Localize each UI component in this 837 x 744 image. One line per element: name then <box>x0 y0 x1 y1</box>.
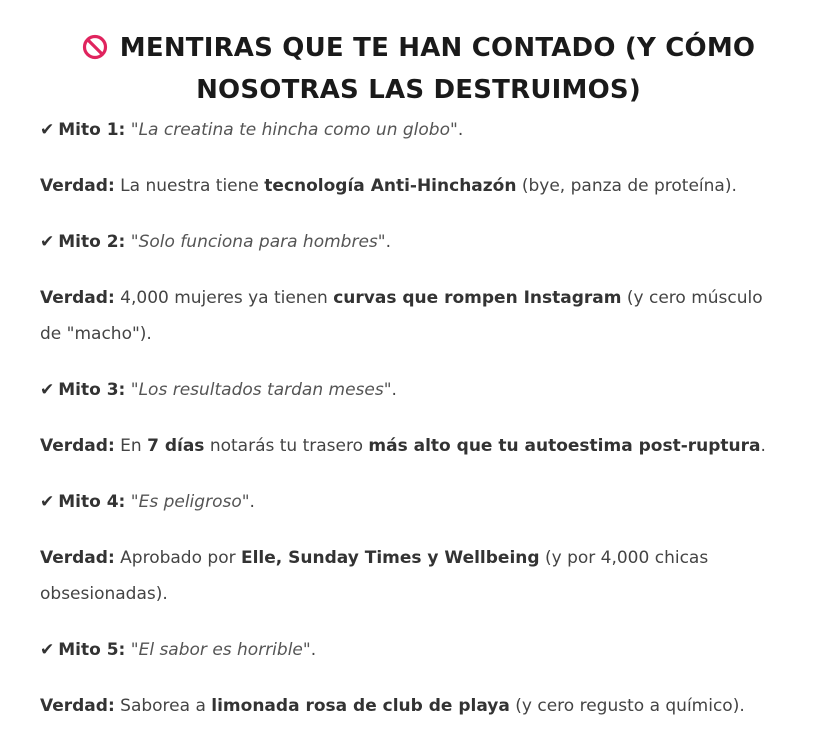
myth-line <box>40 484 780 520</box>
myth-line <box>40 224 780 260</box>
truth-label: Verdad: <box>40 548 115 568</box>
truth-highlight: 7 días <box>147 436 205 456</box>
myth-quote-end: . <box>385 232 391 252</box>
truth-text: 4,000 mujeres ya tienen <box>120 288 334 308</box>
truth-label: Verdad: <box>40 696 115 716</box>
myth-label: Mito 5: <box>58 640 126 660</box>
truth-text: . <box>760 436 766 456</box>
page-title <box>0 27 837 111</box>
myth-quote-end: . <box>391 380 397 400</box>
myth-quote: "Solo funciona para hombres" <box>130 232 386 252</box>
check-mark-icon: ✔ <box>40 120 55 140</box>
check-mark-icon: ✔ <box>40 492 55 512</box>
check-mark-icon: ✔ <box>40 232 55 252</box>
truth-text: Aprobado por <box>120 548 241 568</box>
myth-quote-end: . <box>457 120 464 140</box>
truth-highlight: curvas que rompen Instagram <box>333 288 622 308</box>
truth-line <box>40 168 780 204</box>
truth-label: Verdad: <box>40 176 115 196</box>
truth-text: (y cero regusto a químico). <box>509 696 745 716</box>
myths-list <box>40 112 780 744</box>
myth-quote: "El sabor es horrible" <box>130 640 311 660</box>
myth-label: Mito 3: <box>58 380 126 400</box>
title-text-2: NOSOTRAS LAS DESTRUIMOS) <box>196 75 641 106</box>
check-mark-icon: ✔ <box>40 380 55 400</box>
title-line-1 <box>82 33 755 63</box>
truth-text: Saborea a <box>120 696 212 716</box>
truth-line <box>40 540 780 612</box>
truth-highlight: tecnología Anti-Hinchazón <box>264 176 517 196</box>
myth-line <box>40 372 780 408</box>
myth-quote: "Es peligroso" <box>130 492 250 512</box>
truth-text: (y por 4,000 chicas obsesionadas). <box>40 548 709 604</box>
myth-quote-end: . <box>249 492 255 512</box>
truth-text: En <box>120 436 148 456</box>
truth-line <box>40 280 780 352</box>
title-text-1: MENTIRAS QUE TE HAN CONTADO (Y CÓMO <box>119 33 756 64</box>
myth-quote: "La creatina te hincha como un globo" <box>130 120 458 140</box>
truth-label: Verdad: <box>40 288 115 308</box>
truth-text: notarás tu trasero <box>204 436 369 456</box>
myth-label: Mito 2: <box>58 232 126 252</box>
truth-line <box>40 428 780 464</box>
myth-line <box>40 112 780 148</box>
myth-label: Mito 1: <box>58 120 126 140</box>
truth-highlight: limonada rosa de club de playa <box>211 696 510 716</box>
truth-highlight: Elle, Sunday Times y Wellbeing <box>240 548 540 568</box>
truth-text: La nuestra tiene <box>120 176 265 196</box>
truth-text: (y cero músculo de "macho"). <box>40 288 763 344</box>
truth-text: (bye, panza de proteína). <box>516 176 737 196</box>
myth-label: Mito 4: <box>58 492 126 512</box>
truth-label: Verdad: <box>40 436 115 456</box>
myth-line <box>40 632 780 668</box>
truth-line <box>40 688 780 724</box>
prohibited-icon <box>82 34 108 60</box>
myth-quote-end: . <box>310 640 317 660</box>
truth-highlight: más alto que tu autoestima post-ruptura <box>368 436 761 456</box>
check-mark-icon: ✔ <box>40 640 55 660</box>
myth-quote: "Los resultados tardan meses" <box>130 380 392 400</box>
